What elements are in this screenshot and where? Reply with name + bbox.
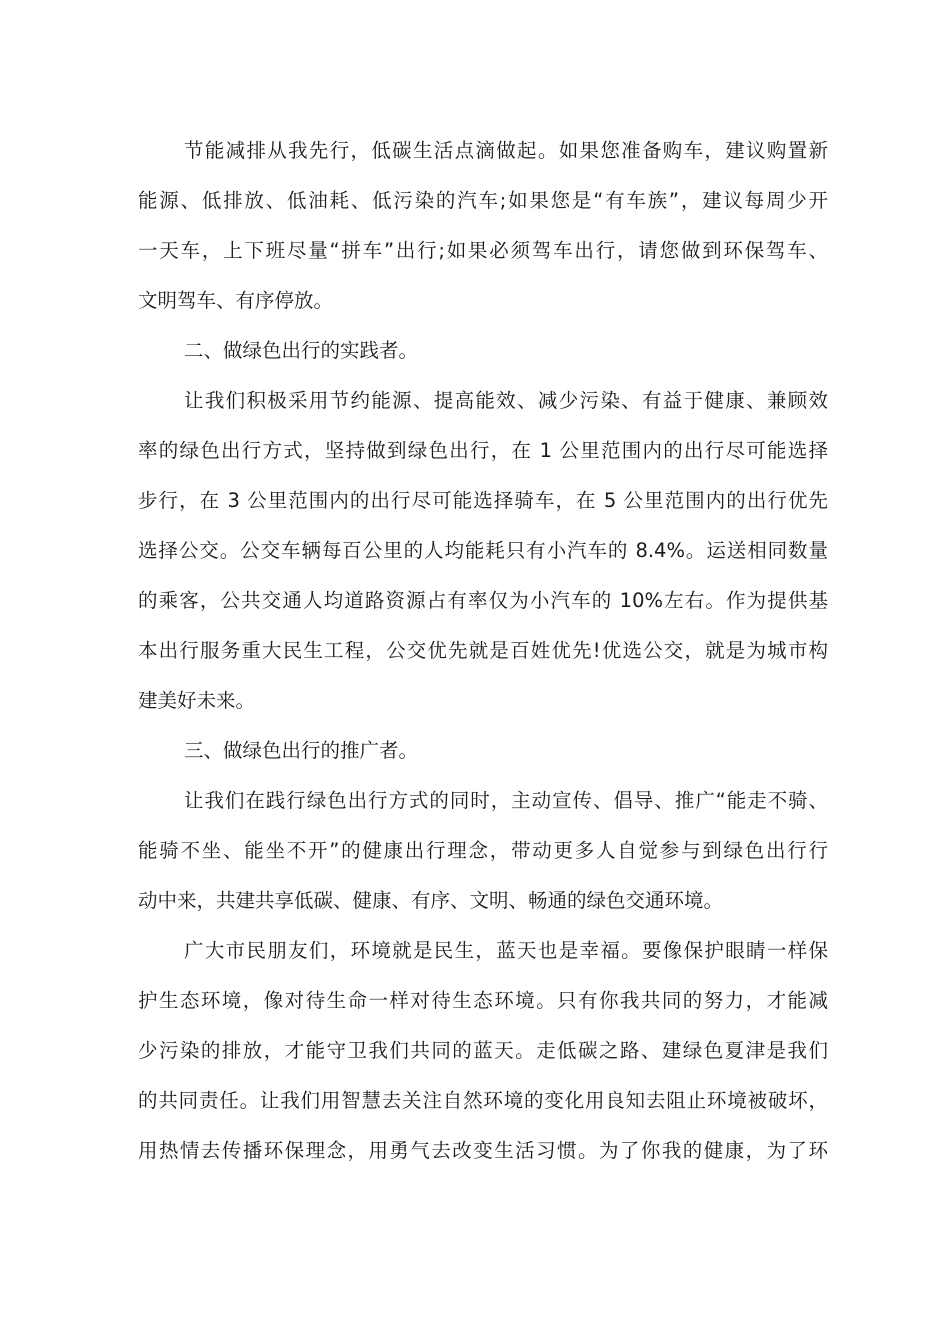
text-line: 广大市民朋友们，环境就是民生，蓝天也是幸福。要像保护眼睛一样保 bbox=[184, 939, 828, 962]
text-line: 建美好未来。 bbox=[138, 689, 256, 712]
text-line: 本出行服务重大民生工程，公交优先就是百姓优先!优选公交，就是为城市构 bbox=[138, 639, 828, 662]
text-line: 能骑不坐、能坐不开”的健康出行理念，带动更多人自觉参与到绿色出行行 bbox=[138, 839, 828, 862]
paragraph-appeal-to-citizens bbox=[138, 926, 828, 1176]
text-line: 让我们积极采用节约能源、提高能效、减少污染、有益于健康、兼顾效 bbox=[184, 389, 828, 412]
paragraph-low-carbon-driving bbox=[138, 126, 828, 326]
text-line: 步行，在 3 公里范围内的出行尽可能选择骑车，在 5 公里范围内的出行优先 bbox=[138, 489, 828, 512]
heading-section-two bbox=[138, 326, 828, 376]
text-line: 文明驾车、有序停放。 bbox=[138, 289, 334, 312]
section-heading: 三、做绿色出行的推广者。 bbox=[184, 739, 419, 762]
heading-section-three bbox=[138, 726, 828, 776]
text-line: 率的绿色出行方式，坚持做到绿色出行，在 1 公里范围内的出行尽可能选择 bbox=[138, 439, 828, 462]
document-body bbox=[138, 126, 828, 1176]
text-line: 节能减排从我先行，低碳生活点滴做起。如果您准备购车，建议购置新 bbox=[184, 139, 828, 162]
text-line: 能源、低排放、低油耗、低污染的汽车;如果您是“有车族”，建议每周少开 bbox=[138, 189, 828, 212]
text-line: 一天车，上下班尽量“拼车”出行;如果必须驾车出行，请您做到环保驾车、 bbox=[138, 239, 828, 262]
paragraph-green-travel-practice bbox=[138, 376, 828, 726]
section-heading: 二、做绿色出行的实践者。 bbox=[184, 339, 419, 362]
text-line: 的乘客，公共交通人均道路资源占有率仅为小汽车的 10%左右。作为提供基 bbox=[138, 589, 828, 612]
text-line: 动中来，共建共享低碳、健康、有序、文明、畅通的绿色交通环境。 bbox=[138, 889, 724, 912]
text-line: 选择公交。公交车辆每百公里的人均能耗只有小汽车的 8.4%。运送相同数量 bbox=[138, 539, 828, 562]
text-line: 的共同责任。让我们用智慧去关注自然环境的变化用良知去阻止环境被破坏， bbox=[138, 1089, 828, 1112]
text-line: 用热情去传播环保理念，用勇气去改变生活习惯。为了你我的健康，为了环 bbox=[138, 1139, 828, 1162]
text-line: 护生态环境，像对待生命一样对待生态环境。只有你我共同的努力，才能减 bbox=[138, 989, 828, 1012]
paragraph-green-travel-promotion bbox=[138, 776, 828, 926]
text-line: 让我们在践行绿色出行方式的同时，主动宣传、倡导、推广“能走不骑、 bbox=[184, 789, 828, 812]
text-line: 少污染的排放，才能守卫我们共同的蓝天。走低碳之路、建绿色夏津是我们 bbox=[138, 1039, 828, 1062]
